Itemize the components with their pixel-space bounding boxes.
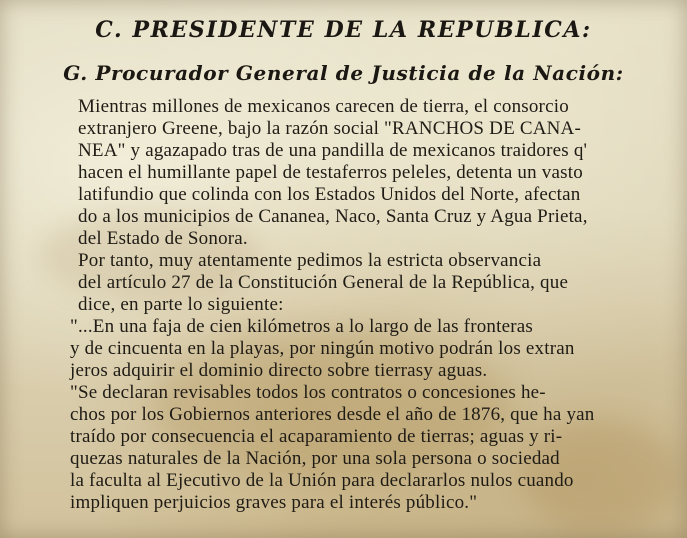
text-line: latifundio que colinda con los Estados Unidos del Norte, afectan	[78, 184, 581, 205]
article-body	[40, 96, 660, 514]
text-line: Por tanto, muy atentamente pedimos la estricta observancia	[78, 250, 542, 271]
paragraph-quote-contracts	[40, 382, 660, 514]
text-line: del Estado de Sonora.	[78, 228, 248, 249]
text-line: jeros adquirir el dominio directo sobre tierrasy aguas.	[70, 360, 488, 381]
text-line: chos por los Gobiernos anteriores desde el año de 1876, que ha yan	[70, 404, 595, 425]
text-line: del artículo 27 de la Constitución General de la República, que	[78, 272, 569, 293]
text-line: impliquen perjuicios graves para el interés público."	[70, 492, 478, 513]
paragraph-request	[40, 250, 660, 316]
text-line: extranjero Greene, bajo la razón social "RANCHOS DE CANA-	[78, 118, 581, 139]
text-line: dice, en parte lo siguiente:	[78, 294, 284, 315]
text-line: la faculta al Ejecutivo de la Unión para declararlos nulos cuando	[70, 470, 574, 491]
text-line: y de cincuenta en la playas, por ningún motivo podrán los extran	[70, 338, 575, 359]
text-line: Mientras millones de mexicanos carecen de tierra, el consorcio	[78, 96, 569, 117]
text-line: hacen el humillante papel de testaferros peleles, detenta un vasto	[78, 162, 583, 183]
heading-addressee-attorney-general: G. Procurador General de Justicia de la Nación:	[63, 61, 624, 85]
text-line: "...En una faja de cien kilómetros a lo largo de las fronteras	[70, 316, 533, 337]
paragraph-quote-borders	[40, 316, 660, 382]
paragraph-intro	[40, 96, 660, 250]
heading-addressee-president: C. PRESIDENTE DE LA REPUBLICA:	[95, 17, 592, 43]
text-line: traído por consecuencia el acaparamiento de tierras; aguas y ri-	[70, 426, 563, 447]
text-line: "Se declaran revisables todos los contratos o concesiones he-	[70, 382, 546, 403]
text-line: NEA" y agazapado tras de una pandilla de mexicanos traidores q'	[78, 140, 588, 161]
text-line: do a los municipios de Cananea, Naco, Santa Cruz y Agua Prieta,	[78, 206, 588, 227]
text-line: quezas naturales de la Nación, por una sola persona o sociedad	[70, 448, 560, 469]
